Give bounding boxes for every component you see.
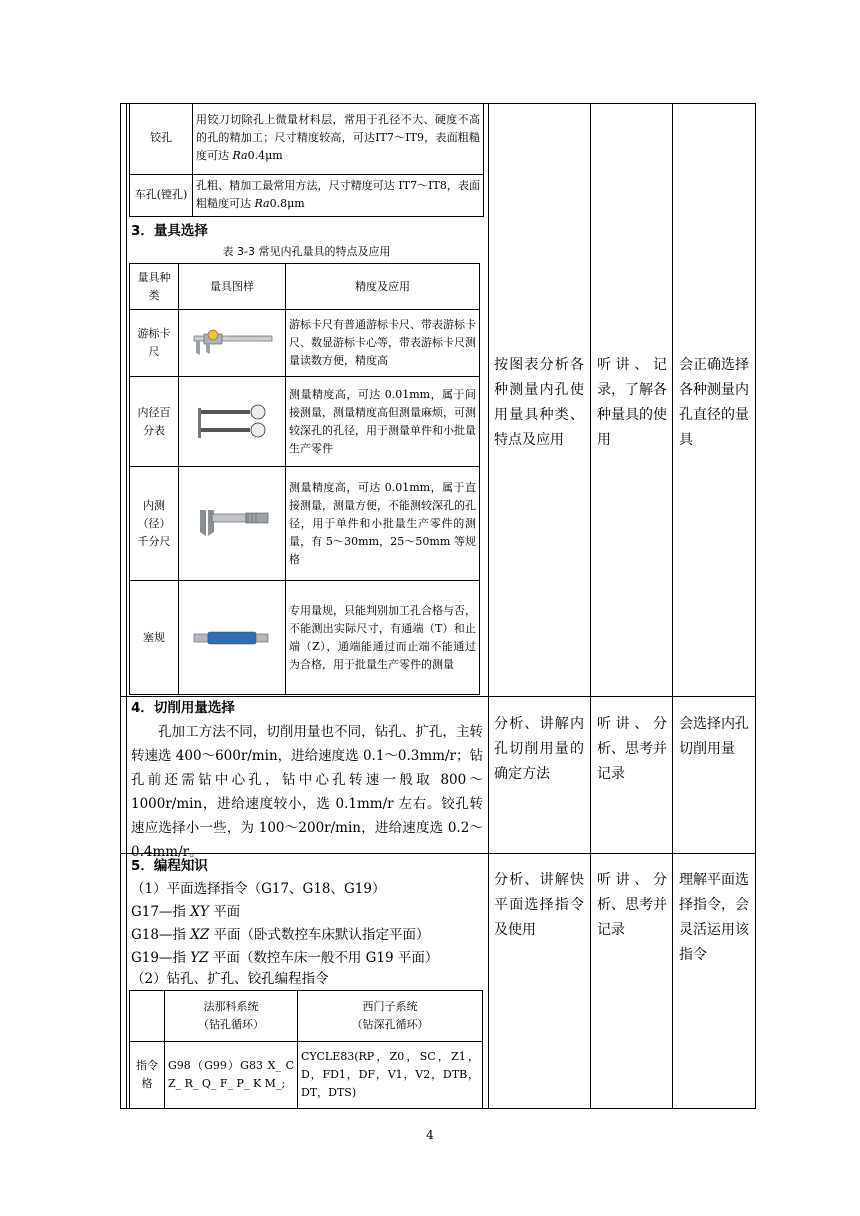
drill-command-title: （2）钻孔、扩孔、铰孔编程指令 — [131, 971, 329, 987]
fanuc-subtitle: （钻孔循环） — [198, 1018, 264, 1031]
vernier-caliper-image — [179, 310, 286, 377]
g18-post: 平面（卧式数控车床默认指定平面） — [209, 927, 430, 943]
g19-line — [131, 947, 438, 970]
col-divider-1 — [488, 103, 489, 1109]
inside-micrometer-image — [179, 467, 286, 581]
outer-left-border — [120, 103, 121, 1109]
col-divider-3 — [672, 103, 673, 1109]
outer-right-border — [755, 103, 756, 1109]
teacher-activity-3: 分析、讲解快平面选择指令及使用 — [494, 872, 584, 938]
gauge-name: 内径百分表 — [130, 377, 179, 467]
g18-pre: G18—指 — [131, 927, 191, 943]
fanuc-command: G98（G99）G83 X_ C Z_ R_ Q_ F_ P_ K M_; — [165, 1042, 298, 1109]
command-row-label: 指令格 — [130, 1042, 165, 1109]
g19-pre: G19—指 — [131, 950, 191, 966]
table-row — [130, 581, 480, 695]
gauge-desc: 游标卡尺有普通游标卡尺、带表游标卡尺、数显游标卡心等，带表游标卡尺测量读数方便，精度高 — [286, 310, 480, 377]
learning-goal-1: 会正确选择各种测量内孔直径的量具 — [679, 357, 749, 448]
siemens-subtitle: （钻深孔循环） — [351, 1018, 429, 1031]
section3-heading: 3．量具选择 — [131, 223, 208, 239]
g17-plane: XY — [190, 904, 209, 920]
g18-line — [131, 924, 430, 947]
gauge-name: 游标卡尺 — [130, 310, 179, 377]
g17-pre: G17—指 — [131, 904, 191, 920]
section4-heading: 4．切削用量选择 — [131, 700, 235, 716]
header-precision: 精度及应用 — [286, 264, 480, 310]
section4-body: 孔加工方法不同，切削用量也不同，钻孔、扩孔，主转转速选 400～600r/min，进给速度选 0.1～0.3mm/r；钻孔前还需钻中心孔，钻中心孔转速一般取 800～1000r/min，进给速度较小，选 0.1mm/r 左右。铰孔转速应选择小一些，为 100～200r/min，进给速度选 0.2～0.4mm/r。 — [131, 724, 483, 860]
siemens-command: CYCLE83(RP，Z0，SC，Z1，D，FD1，DF，V1，V2，DTB，DT，DTS) — [298, 1042, 483, 1109]
table-header-row — [130, 991, 483, 1042]
row-divider-2 — [120, 853, 756, 854]
method-name: 车孔(镗孔) — [130, 174, 193, 216]
header-siemens — [298, 991, 483, 1042]
table-row — [130, 310, 480, 377]
g17-line — [131, 901, 240, 924]
gauge-desc: 测量精度高，可达 0.01mm，属于间接测量，测量精度高但测量麻烦，可测较深孔的孔径，用于测量单件和小批量生产零件 — [286, 377, 480, 467]
table-header-row — [130, 264, 480, 310]
inner-left-border — [126, 103, 127, 1109]
fanuc-title: 法那科系统 — [203, 1000, 259, 1013]
method-name: 铰孔 — [130, 103, 193, 174]
header-fanuc — [165, 991, 298, 1042]
machining-methods-table — [129, 103, 484, 217]
student-activity-2: 听讲、分析、思考并记录 — [597, 716, 667, 782]
method-desc: 用铰刀切除孔上微量材料层，常用于孔径不大、硬度不高的孔的精加工；尺寸精度较高，可达IT7～IT9，表面粗糙度可达 Ra0.4μm — [193, 103, 484, 174]
table-caption: 表 3-3 常见内孔量具的特点及应用 — [222, 245, 391, 258]
student-activity-1: 听讲、记录，了解各种量具的使用 — [597, 357, 667, 448]
table-row — [130, 1042, 483, 1109]
g18-plane: XZ — [190, 927, 210, 943]
student-activity-3: 听讲、分析、思考并记录 — [597, 872, 667, 938]
teacher-activity-1: 按图表分析各种测量内孔使用量具种类、特点及应用 — [494, 357, 584, 448]
empty-header-cell — [130, 991, 165, 1042]
learning-goal-3: 理解平面选择指令，会灵活运用该指令 — [679, 872, 749, 963]
page-number: 4 — [426, 1128, 434, 1142]
table-row — [130, 103, 484, 174]
header-gauge-type: 量具种类 — [130, 264, 179, 310]
gauge-table — [129, 263, 480, 695]
table-row — [130, 377, 480, 467]
gauge-desc: 专用量规，只能判别加工孔合格与否，不能测出实际尺寸，有通端（T）和止端（Z），通端能通过而止端不能通过为合格，用于批量生产零件的测量 — [286, 581, 480, 695]
g17-post: 平面 — [208, 904, 241, 920]
table-row — [130, 467, 480, 581]
section5-heading: 5．编程知识 — [131, 858, 208, 874]
gauge-desc: 测量精度高，可达 0.01mm，属于直接测量，测量方便，不能测较深孔的孔径，用于单件和小批量生产零件的测量，有 5～30mm，25～50mm 等规格 — [286, 467, 480, 581]
plane-select-title: （1）平面选择指令（G17、G18、G19） — [131, 881, 386, 897]
siemens-title: 西门子系统 — [362, 1000, 418, 1013]
g19-post: 平面（数控车床一般不用 G19 平面） — [208, 950, 439, 966]
gauge-name: 内测（径）千分尺 — [130, 467, 179, 581]
g19-plane: YZ — [190, 950, 209, 966]
method-desc: 孔粗、精加工最常用方法，尺寸精度可达 IT7～IT8，表面粗糙度可达 Ra0.8μm — [193, 174, 484, 216]
command-format-table — [129, 990, 483, 1109]
bore-dial-gauge-image — [179, 377, 286, 467]
gauge-name: 塞规 — [130, 581, 179, 695]
teacher-activity-2: 分析、讲解内孔切削用量的确定方法 — [494, 716, 584, 782]
row-divider-1 — [120, 696, 756, 697]
plug-gauge-image — [179, 581, 286, 695]
header-gauge-image: 量具图样 — [179, 264, 286, 310]
learning-goal-2: 会选择内孔切削用量 — [679, 716, 749, 757]
col-divider-2 — [590, 103, 591, 1109]
table-row — [130, 174, 484, 216]
